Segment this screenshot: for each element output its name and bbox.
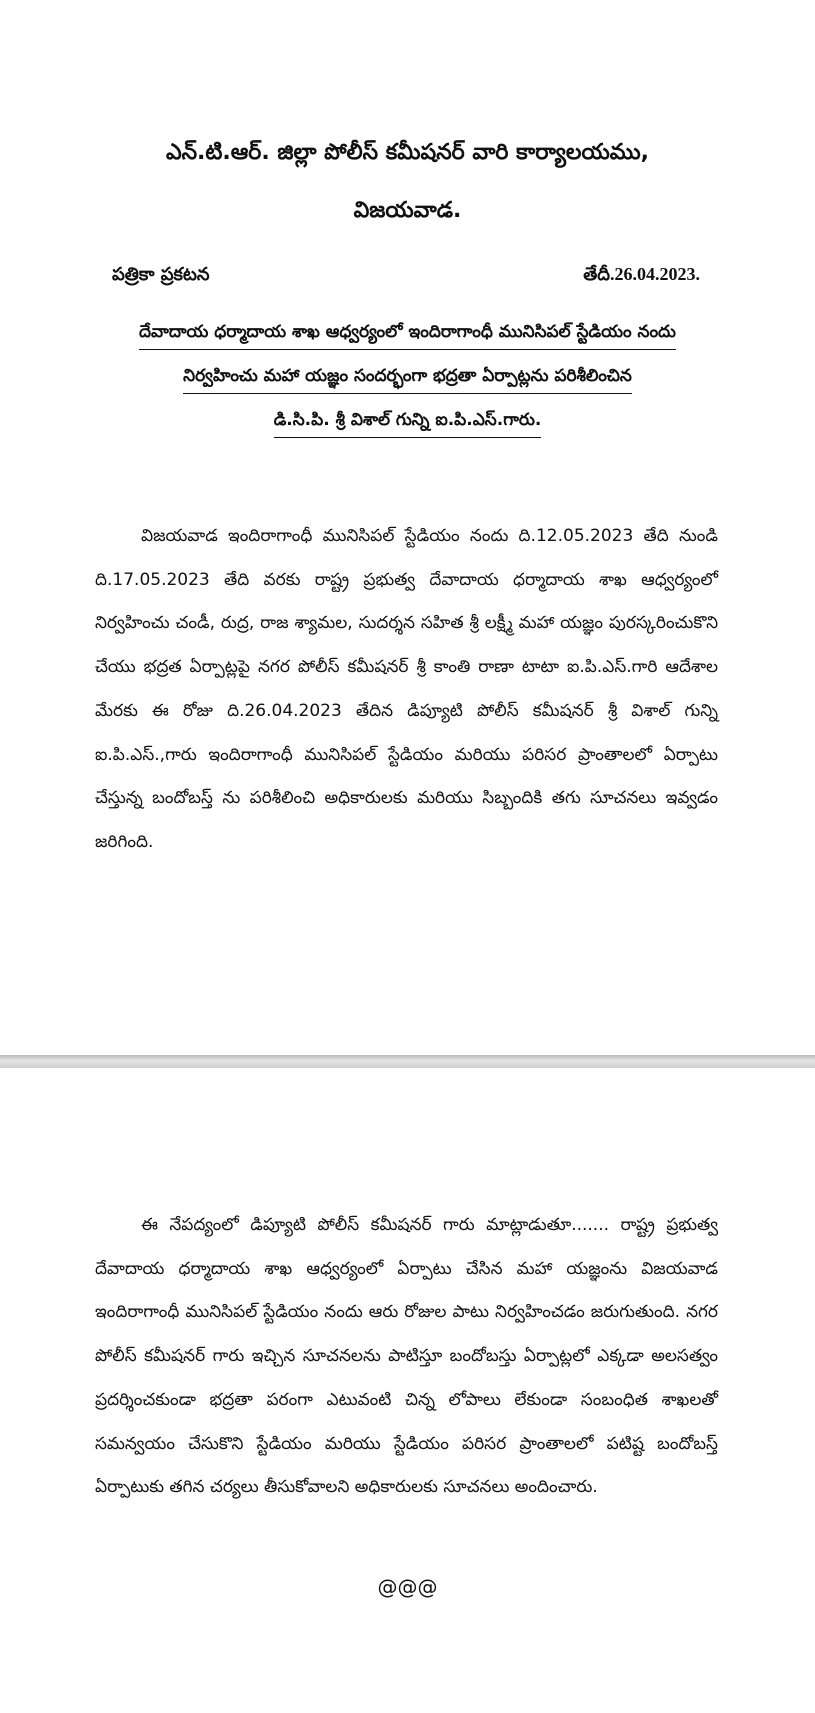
headline-line-2 <box>0 366 815 394</box>
headline-line-1 <box>0 322 815 350</box>
end-mark: @@@ <box>377 1575 438 1599</box>
office-city: విజయవాడ. <box>353 198 462 223</box>
body-paragraph-2: ఈ నేపద్యంలో డిప్యూటి పోలీస్ కమీషనర్ గారు మాట్లాడుతూ....... రాష్ట్ర ప్రభుత్వ దేవాదాయ ధర్మాదాయ శాఖ ఆధ్వర్యంలో ఏర్పాటు చేసిన మహా యజ్ఞంను విజయవాడ ఇందిరాగాంధీ మునిసిపల్ స్టేడియం నందు ఆరు రోజుల పాటు నిర్వహించడం జరుగుతుంది. నగర పోలీస్ కమీషనర్ గారు ఇచ్చిన సూచనలను పాటిస్తూ బందోబస్తు ఏర్పాట్లలో ఎక్కడా అలసత్వం ప్రదర్శించకుండా భద్రతా పరంగా ఎటువంటి చిన్న లోపాలు లేకుండా సంబంధిత శాఖలతో సమన్వయం చేసుకొని స్టేడియం మరియు స్టేడియం పరిసర ప్రాంతాలలో పటిష్ట బందోబస్త్ ఏర్పాటుకు తగిన చర్యలు తీసుకోవాలని అధికారులకు సూచనలు అందించారు. <box>95 1215 718 1498</box>
body-paragraph-1: విజయవాడ ఇందిరాగాంధీ మునిసిపల్ స్టేడియం నందు ది.12.05.2023 తేది నుండి ది.17.05.2023 తేది వరకు రాష్ట్ర ప్రభుత్వ దేవాదాయ ధర్మాదాయ శాఖ ఆధ్వర్యంలో నిర్వహించు చండీ, రుద్ర, రాజ శ్యామల, సుదర్శన సహిత శ్రీ లక్ష్మీ మహా యజ్ఞం పురస్కరించుకొని చేయు భద్రత ఏర్పాట్లపై నగర పోలీస్ కమీషనర్ శ్రీ కాంతి రాణా టాటా ఐ.పి.ఎస్.గారి ఆదేశాల మేరకు ఈ రోజు ది.26.04.2023 తేదిన డిప్యూటి పోలీస్ కమీషనర్ శ్రీ విశాల్ గున్ని ఐ.పి.ఎస్.,గారు ఇందిరాగాంధీ మునిసిపల్ స్టేడియం మరియు పరిసర ప్రాంతాలలో ఏర్పాటు చేస్తున్న బందోబస్త్ ను పరిశీలించి అధికారులకు మరియు సిబ్బందికి తగు సూచనలు ఇవ్వడం జరిగింది. <box>95 526 718 852</box>
press-release-label: పత్రికా ప్రకటన <box>112 264 210 285</box>
headline-text-2: నిర్వహించు మహా యజ్ఞం సందర్భంగా భద్రతా ఏర్పాట్లను పరిశీలించిన <box>183 366 632 394</box>
headline-text-3: డి.సి.పి. శ్రీ విశాల్ గున్ని ఐ.పి.ఎస్.గారు. <box>274 410 542 438</box>
headline-line-3 <box>0 410 815 438</box>
headline-text-1: దేవాదాయ ధర్మాదాయ శాఖ ఆధ్వర్యంలో ఇందిరాగాంధీ మునిసిపల్ స్టేడియం నందు <box>139 322 676 350</box>
page-divider <box>0 1055 815 1068</box>
office-title: ఎన్.టి.ఆర్. జిల్లా పోలీస్ కమీషనర్ వారి కార్యాలయము, <box>165 140 650 165</box>
press-release-date: తేదీ.26.04.2023. <box>583 264 700 284</box>
